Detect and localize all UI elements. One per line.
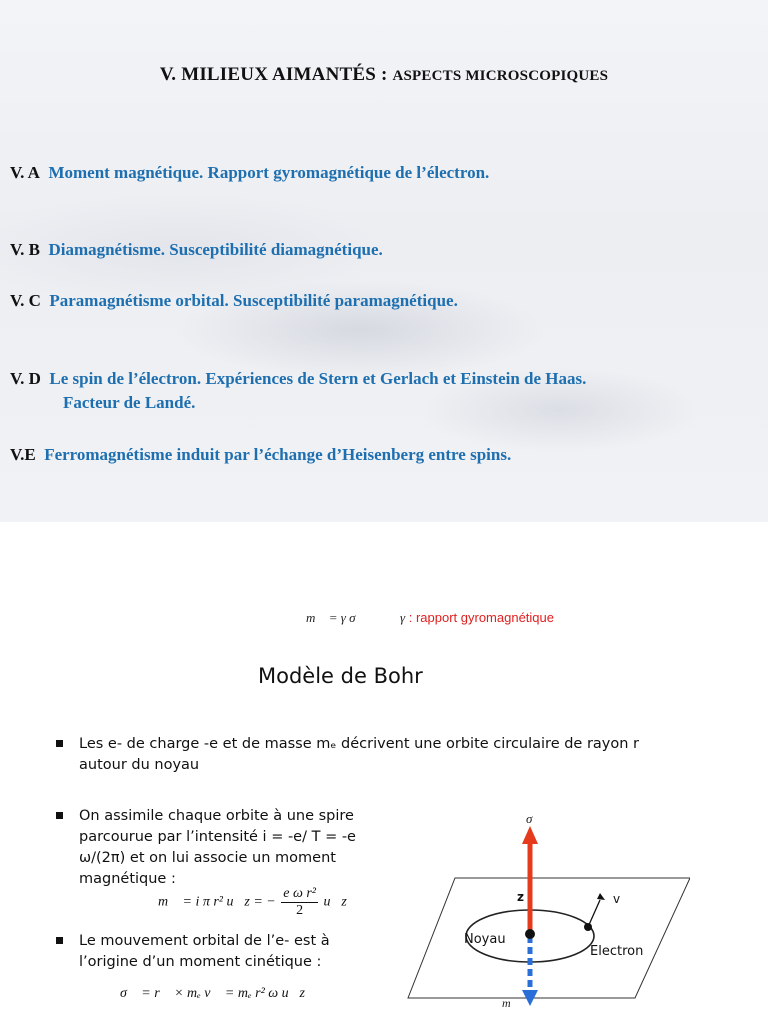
section-va [10,163,489,183]
m-label: m⃗ [502,996,520,1010]
bohr-orbit-diagram [400,800,690,1010]
formula-m-gamma-sigma: m⃗ = γ σ⃗ [306,610,366,625]
section-text: Ferromagnétisme induit par l’échange d’Heisenberg entre spins. [44,445,512,464]
velocity-arrow [588,900,600,927]
nucleus-dot [525,929,535,939]
gamma-symbol: γ [400,610,406,625]
title-main: V. MILIEUX AIMANTÉS : [159,64,393,85]
section-id: V. C [10,291,41,310]
gamma-definition [400,610,554,626]
slide-1-title [0,64,768,86]
section-id: V. A [10,163,40,182]
section-ve [10,445,511,465]
eq1-denominator: 2 [296,903,304,918]
section-text: Diamagnétisme. Susceptibilité diamagnétique. [48,240,383,259]
bohr-model-title: Modèle de Bohr [258,664,423,688]
bullet-square-icon [56,740,63,747]
bullet-spire [56,806,386,890]
bullet-orbital-motion [56,931,356,973]
orbit-plane [408,878,690,998]
electron-label: Electron [590,944,644,959]
section-id: V. B [10,240,40,259]
section-continuation: Facteur de Landé. [63,393,196,412]
section-vb [10,240,383,260]
section-vd [10,369,586,413]
bullet-square-icon [56,937,63,944]
section-text: Moment magnétique. Rapport gyromagnétique de l’électron. [48,163,490,182]
slide-2 [0,556,768,1024]
bullet-square-icon [56,812,63,819]
eq1-right: u⃗z [323,894,347,910]
bullet-charge-mass [56,734,646,776]
z-label: z [517,890,524,904]
v-label: v [613,892,621,906]
sigma-arrowhead-icon [522,826,538,844]
title-sub: ASPECTS MICROSCOPIQUES [392,68,609,84]
bullet-text: Le mouvement orbital de l’e- est à l’origine d’un moment cinétique : [79,933,330,970]
bullet-text: Les e- de charge -e et de masse mₑ décrivent une orbite circulaire de rayon r autour du noyau [79,736,640,773]
bullet-text: On assimile chaque orbite à une spire parcourue par l’intensité i = -e/ T = -e ω/(2π) et on lui associe un moment magnétique : [79,808,356,887]
section-vc [10,291,458,311]
equation-magnetic-moment [158,886,347,919]
equation-angular-momentum: σ⃗ = r⃗ × mₑ v⃗ = mₑ r² ω u⃗z [120,986,306,1001]
section-id: V.E [10,445,36,464]
section-id: V. D [10,369,41,388]
gamma-label-text: : rapport gyromagnétique [405,610,554,625]
eq1-left: m⃗ = i π r² u⃗z = − [158,894,276,910]
eq1-fraction [281,886,318,919]
section-text: Le spin de l’électron. Expériences de Stern et Gerlach et Einstein de Haas. [49,369,587,388]
section-text: Paramagnétisme orbital. Susceptibilité paramagnétique. [49,291,458,310]
eq1-numerator: e ω r² [283,886,316,901]
noyau-label: Noyau [464,932,506,947]
velocity-arrowhead-icon [597,893,605,900]
sigma-label: σ⃗ [526,811,543,826]
